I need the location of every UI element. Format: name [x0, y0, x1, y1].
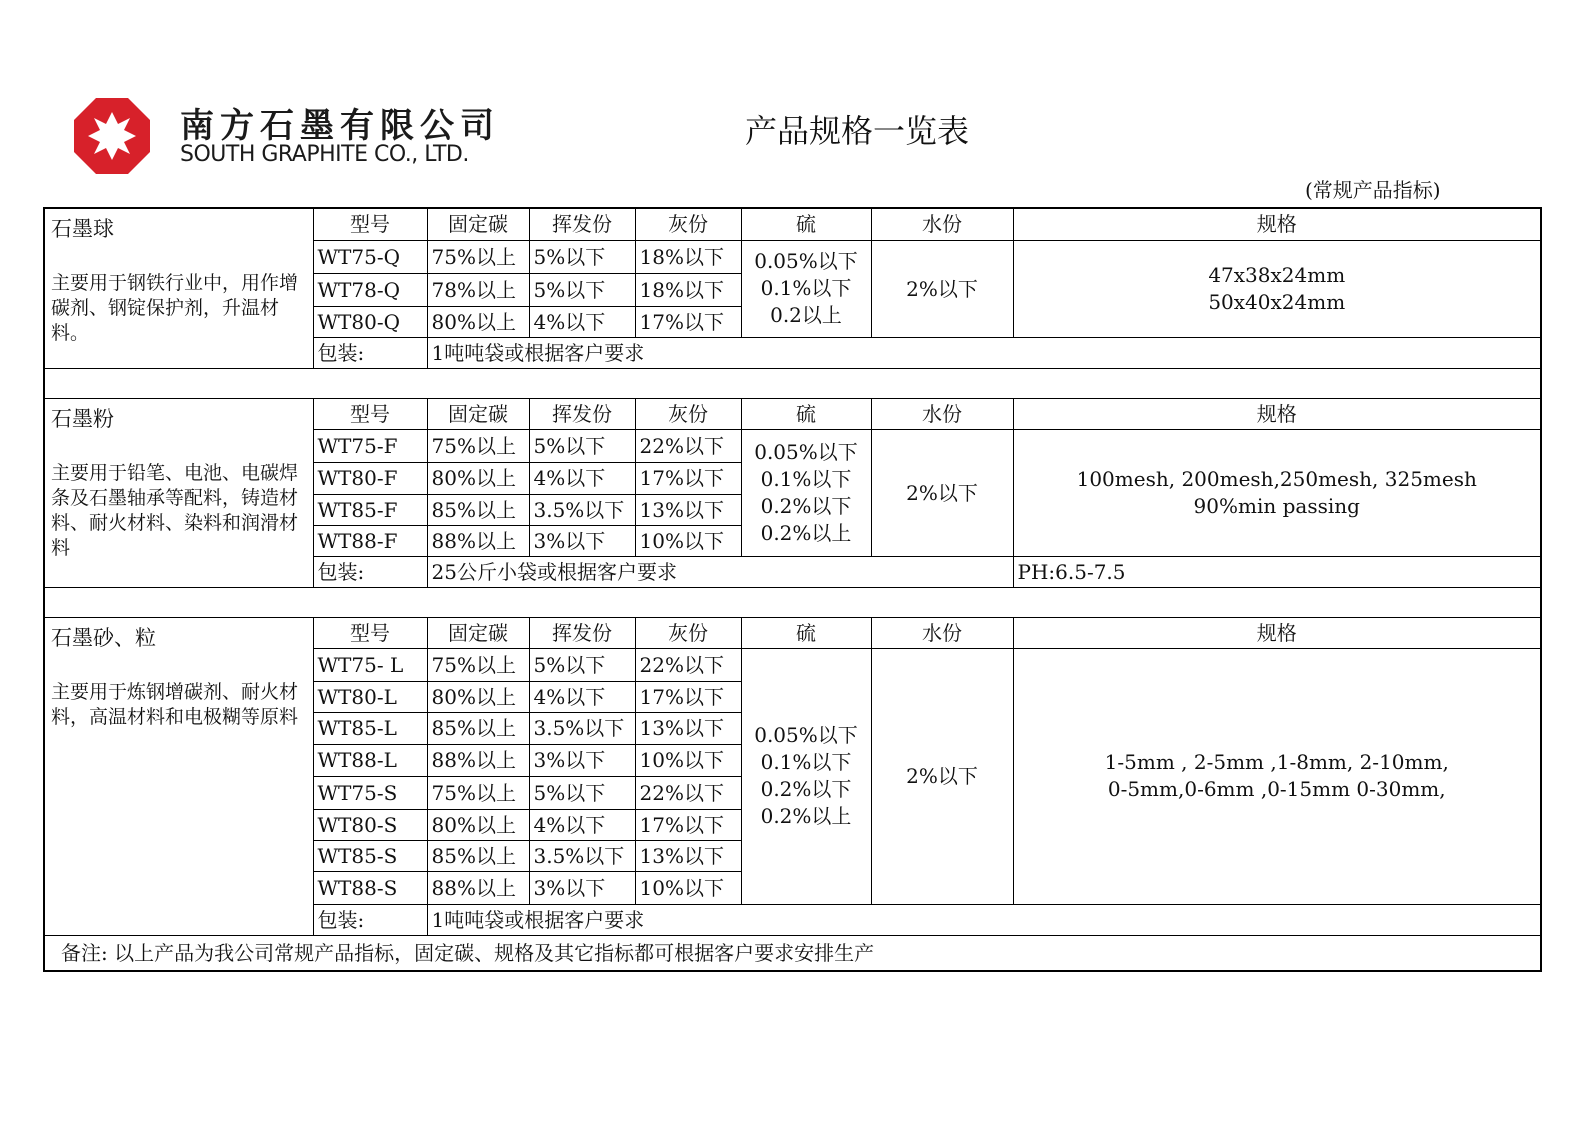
spec-table: [43, 207, 1542, 972]
carbon-cell: 85%以上: [427, 494, 529, 525]
column-header: 灰份: [635, 208, 741, 240]
section-description: 主要用于钢铁行业中，用作增碳剂、钢锭保护剂，升温材料。: [51, 272, 299, 344]
packing-label: 包装:: [313, 337, 427, 368]
carbon-cell: 80%以上: [427, 809, 529, 840]
section-header-row: [44, 398, 1541, 429]
ph-value: PH:6.5-7.5: [1013, 556, 1541, 587]
page-subtitle: (常规产品指标): [1305, 178, 1441, 202]
ash-cell: 17%以下: [635, 681, 741, 712]
volatile-cell: 4%以下: [529, 809, 635, 840]
column-header: 灰份: [635, 617, 741, 648]
ash-cell: 17%以下: [635, 462, 741, 494]
column-header: 型号: [313, 398, 427, 429]
ash-cell: 18%以下: [635, 240, 741, 273]
model-cell: WT85-F: [313, 494, 427, 525]
ash-cell: 18%以下: [635, 273, 741, 306]
section-description-cell: [44, 617, 313, 935]
carbon-cell: 75%以上: [427, 240, 529, 273]
section-name: 石墨砂、粒: [51, 625, 156, 650]
column-header: 型号: [313, 617, 427, 648]
moisture-cell: 2%以下: [871, 240, 1013, 337]
volatile-cell: 5%以下: [529, 240, 635, 273]
moisture-cell: 2%以下: [871, 648, 1013, 904]
page-title: 产品规格一览表: [745, 112, 970, 150]
model-cell: WT85-S: [313, 840, 427, 871]
volatile-cell: 4%以下: [529, 306, 635, 337]
volatile-cell: 3%以下: [529, 871, 635, 904]
section-name: 石墨球: [51, 217, 114, 241]
company-logo-icon: [72, 96, 152, 176]
column-header: 水份: [871, 208, 1013, 240]
ash-cell: 13%以下: [635, 494, 741, 525]
model-cell: WT80-F: [313, 462, 427, 494]
carbon-cell: 85%以上: [427, 840, 529, 871]
spec-cell: 47x38x24mm 50x40x24mm: [1013, 240, 1541, 337]
column-header: 硫: [741, 208, 871, 240]
ash-cell: 17%以下: [635, 306, 741, 337]
section-description-cell: [44, 398, 313, 587]
column-header: 固定碳: [427, 208, 529, 240]
volatile-cell: 3.5%以下: [529, 712, 635, 744]
sulfur-cell: 0.05%以下 0.1%以下 0.2以上: [741, 240, 871, 337]
column-header: 规格: [1013, 208, 1541, 240]
section-header-row: [44, 617, 1541, 648]
model-cell: WT75-F: [313, 429, 427, 462]
ash-cell: 22%以下: [635, 648, 741, 681]
ash-cell: 22%以下: [635, 429, 741, 462]
model-cell: WT80-Q: [313, 306, 427, 337]
spec-cell: 1-5mm , 2-5mm ,1-8mm, 2-10mm, 0-5mm,0-6mm ,0-15mm 0-30mm,: [1013, 648, 1541, 904]
carbon-cell: 80%以上: [427, 681, 529, 712]
column-header: 挥发份: [529, 208, 635, 240]
model-cell: WT88-L: [313, 744, 427, 776]
column-header: 硫: [741, 398, 871, 429]
packing-value: 1吨吨袋或根据客户要求: [427, 904, 1541, 935]
spacer-cell: [44, 587, 1541, 617]
volatile-cell: 5%以下: [529, 776, 635, 809]
company-name-en: SOUTH GRAPHITE CO., LTD.: [180, 142, 469, 167]
carbon-cell: 80%以上: [427, 462, 529, 494]
ash-cell: 13%以下: [635, 840, 741, 871]
model-cell: WT78-Q: [313, 273, 427, 306]
packing-label: 包装:: [313, 556, 427, 587]
column-header: 水份: [871, 398, 1013, 429]
note-text: 备注: 以上产品为我公司常规产品指标，固定碳、规格及其它指标都可根据客户要求安排生产: [44, 935, 1541, 971]
carbon-cell: 78%以上: [427, 273, 529, 306]
section-description: 主要用于铅笔、电池、电碳焊条及石墨轴承等配料，铸造材料、耐火材料、染料和润滑材料: [51, 461, 299, 559]
sulfur-cell: 0.05%以下 0.1%以下 0.2%以下 0.2%以上: [741, 648, 871, 904]
column-header: 灰份: [635, 398, 741, 429]
moisture-cell: 2%以下: [871, 429, 1013, 556]
spacer-cell: [44, 368, 1541, 398]
section-spacer-row: [44, 368, 1541, 398]
ash-cell: 13%以下: [635, 712, 741, 744]
volatile-cell: 3%以下: [529, 525, 635, 556]
section-description-cell: [44, 208, 313, 368]
column-header: 挥发份: [529, 398, 635, 429]
volatile-cell: 5%以下: [529, 429, 635, 462]
column-header: 硫: [741, 617, 871, 648]
ash-cell: 10%以下: [635, 525, 741, 556]
section-description: 主要用于炼钢增碳剂、耐火材料，高温材料和电极糊等原料: [51, 680, 299, 728]
spec-cell: 100mesh, 200mesh,250mesh, 325mesh 90%min passing: [1013, 429, 1541, 556]
ash-cell: 22%以下: [635, 776, 741, 809]
model-cell: WT88-S: [313, 871, 427, 904]
section-name: 石墨粉: [51, 406, 114, 431]
volatile-cell: 3%以下: [529, 744, 635, 776]
company-name-cn: 南方石墨有限公司: [180, 106, 500, 146]
volatile-cell: 5%以下: [529, 273, 635, 306]
carbon-cell: 88%以上: [427, 871, 529, 904]
carbon-cell: 80%以上: [427, 306, 529, 337]
note-row: [44, 935, 1541, 971]
volatile-cell: 3.5%以下: [529, 840, 635, 871]
column-header: 型号: [313, 208, 427, 240]
model-cell: WT80-L: [313, 681, 427, 712]
column-header: 固定碳: [427, 617, 529, 648]
volatile-cell: 4%以下: [529, 462, 635, 494]
packing-value: 1吨吨袋或根据客户要求: [427, 337, 1541, 368]
model-cell: WT88-F: [313, 525, 427, 556]
model-cell: WT80-S: [313, 809, 427, 840]
model-cell: WT75- L: [313, 648, 427, 681]
packing-label: 包装:: [313, 904, 427, 935]
section-header-row: [44, 208, 1541, 240]
carbon-cell: 88%以上: [427, 744, 529, 776]
column-header: 水份: [871, 617, 1013, 648]
column-header: 固定碳: [427, 398, 529, 429]
model-cell: WT75-S: [313, 776, 427, 809]
volatile-cell: 5%以下: [529, 648, 635, 681]
carbon-cell: 85%以上: [427, 712, 529, 744]
sulfur-cell: 0.05%以下 0.1%以下 0.2%以下 0.2%以上: [741, 429, 871, 556]
carbon-cell: 75%以上: [427, 776, 529, 809]
ash-cell: 17%以下: [635, 809, 741, 840]
column-header: 规格: [1013, 617, 1541, 648]
carbon-cell: 75%以上: [427, 429, 529, 462]
carbon-cell: 75%以上: [427, 648, 529, 681]
ash-cell: 10%以下: [635, 871, 741, 904]
volatile-cell: 4%以下: [529, 681, 635, 712]
model-cell: WT75-Q: [313, 240, 427, 273]
ash-cell: 10%以下: [635, 744, 741, 776]
volatile-cell: 3.5%以下: [529, 494, 635, 525]
column-header: 规格: [1013, 398, 1541, 429]
section-spacer-row: [44, 587, 1541, 617]
model-cell: WT85-L: [313, 712, 427, 744]
column-header: 挥发份: [529, 617, 635, 648]
packing-value: 25公斤小袋或根据客户要求: [427, 556, 1013, 587]
carbon-cell: 88%以上: [427, 525, 529, 556]
